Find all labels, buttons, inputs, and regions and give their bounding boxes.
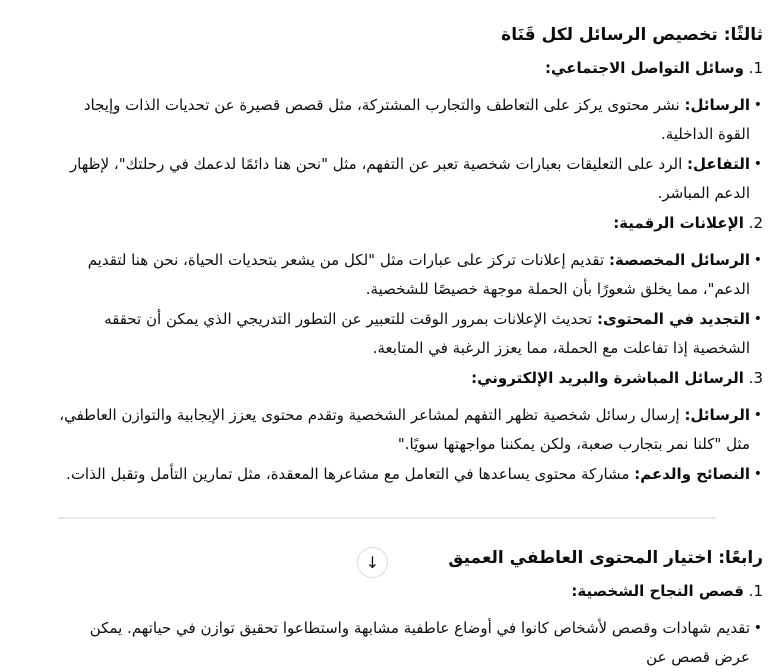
bullet-item xyxy=(58,246,763,304)
bullet-list xyxy=(58,614,763,672)
bullet-lead: التفاعل: xyxy=(687,155,750,173)
bullet-list xyxy=(58,91,763,208)
bullet-text: نشر محتوى يركز على التعاطف والتجارب المشتركة، مثل قصص قصيرة عن تحديات الذات وإيجاد القوة الداخلية. xyxy=(83,96,750,143)
bullet-marker-icon: • xyxy=(753,252,762,268)
numbered-list-item xyxy=(58,209,763,238)
scroll-to-bottom-button[interactable] xyxy=(357,547,388,578)
list-number: 1. xyxy=(743,582,763,600)
list-number: 2. xyxy=(743,214,763,232)
bullet-item xyxy=(58,150,763,208)
bullet-text: مشاركة محتوى يساعدها في التعامل مع مشاعرها المعقدة، مثل تمارين التأمل وتقبل الذات. xyxy=(66,465,630,483)
bullet-marker-icon: • xyxy=(753,466,762,482)
bullet-list xyxy=(58,401,763,489)
numbered-item-title: الإعلانات الرقمية: xyxy=(613,214,744,232)
bullet-text: إرسال رسائل شخصية تظهر التفهم لمشاعر الشخصية وتقدم محتوى يعزز الإيجابية والتوازن العاطفي، مثل "كلنا نمر بتجارب صعبة، ولكن يمكننا مواجهتها سويًا." xyxy=(59,406,750,453)
bullet-item xyxy=(58,460,763,489)
bullet-list xyxy=(58,246,763,363)
bullet-item xyxy=(58,614,763,672)
bullet-marker-icon: • xyxy=(753,407,762,423)
bullet-lead: الرسائل المخصصة: xyxy=(608,251,750,269)
bullet-item xyxy=(58,91,763,149)
bullet-marker-icon: • xyxy=(753,620,762,636)
list-number: 1. xyxy=(743,59,763,77)
bullet-text: تحديث الإعلانات بمرور الوقت للتعبير عن التطور التدريجي الذي يمكن أن تحققه الشخصية إذا تفاعلت مع الحملة، مما يعزز الرغبة في المتابعة. xyxy=(104,310,750,357)
bullet-marker-icon: • xyxy=(753,156,762,172)
bullet-marker-icon: • xyxy=(753,97,762,113)
bullet-lead: الرسائل: xyxy=(684,96,750,114)
numbered-item-title: الرسائل المباشرة والبريد الإلكتروني: xyxy=(471,369,744,387)
bullet-lead: الرسائل: xyxy=(684,406,750,424)
numbered-list-item xyxy=(58,577,763,606)
bullet-text: تقديم شهادات وقصص لأشخاص كانوا في أوضاع عاطفية مشابهة واستطاعوا تحقيق توازن في حياتهم. يمكن عرض قصص عن xyxy=(89,619,750,666)
numbered-list-item xyxy=(58,364,763,393)
numbered-item-title: وسائل التواصل الاجتماعي: xyxy=(545,59,744,77)
numbered-item-title: قصص النجاح الشخصية: xyxy=(571,582,744,600)
section-heading: ثالثًا: تخصيص الرسائل لكل قَنَاة xyxy=(501,25,763,45)
numbered-list-item xyxy=(58,54,763,83)
bullet-text: الرد على التعليقات بعبارات شخصية تعبر عن التفهم، مثل "نحن هنا دائمًا لدعمك في رحلتك"، لإظهار الدعم المباشر. xyxy=(69,155,750,202)
bullet-marker-icon: • xyxy=(753,311,762,327)
bullet-item xyxy=(58,401,763,459)
down-arrow-icon: ↓ xyxy=(365,552,380,572)
list-number: 3. xyxy=(743,369,763,387)
section-divider xyxy=(58,517,716,519)
bullet-text: تقديم إعلانات تركز على عبارات مثل "لكل من يشعر بتحديات الحياة، نحن هنا لتقديم الدعم"، مما يخلق شعورًا بأن الحملة موجهة خصيصًا للشخصية. xyxy=(87,251,750,298)
bullet-lead: النصائح والدعم: xyxy=(634,465,750,483)
bullet-item xyxy=(58,305,763,363)
bullet-lead: التجديد في المحتوى: xyxy=(596,310,750,328)
section-heading: رابعًا: اختيار المحتوى العاطفي العميق xyxy=(448,548,763,568)
